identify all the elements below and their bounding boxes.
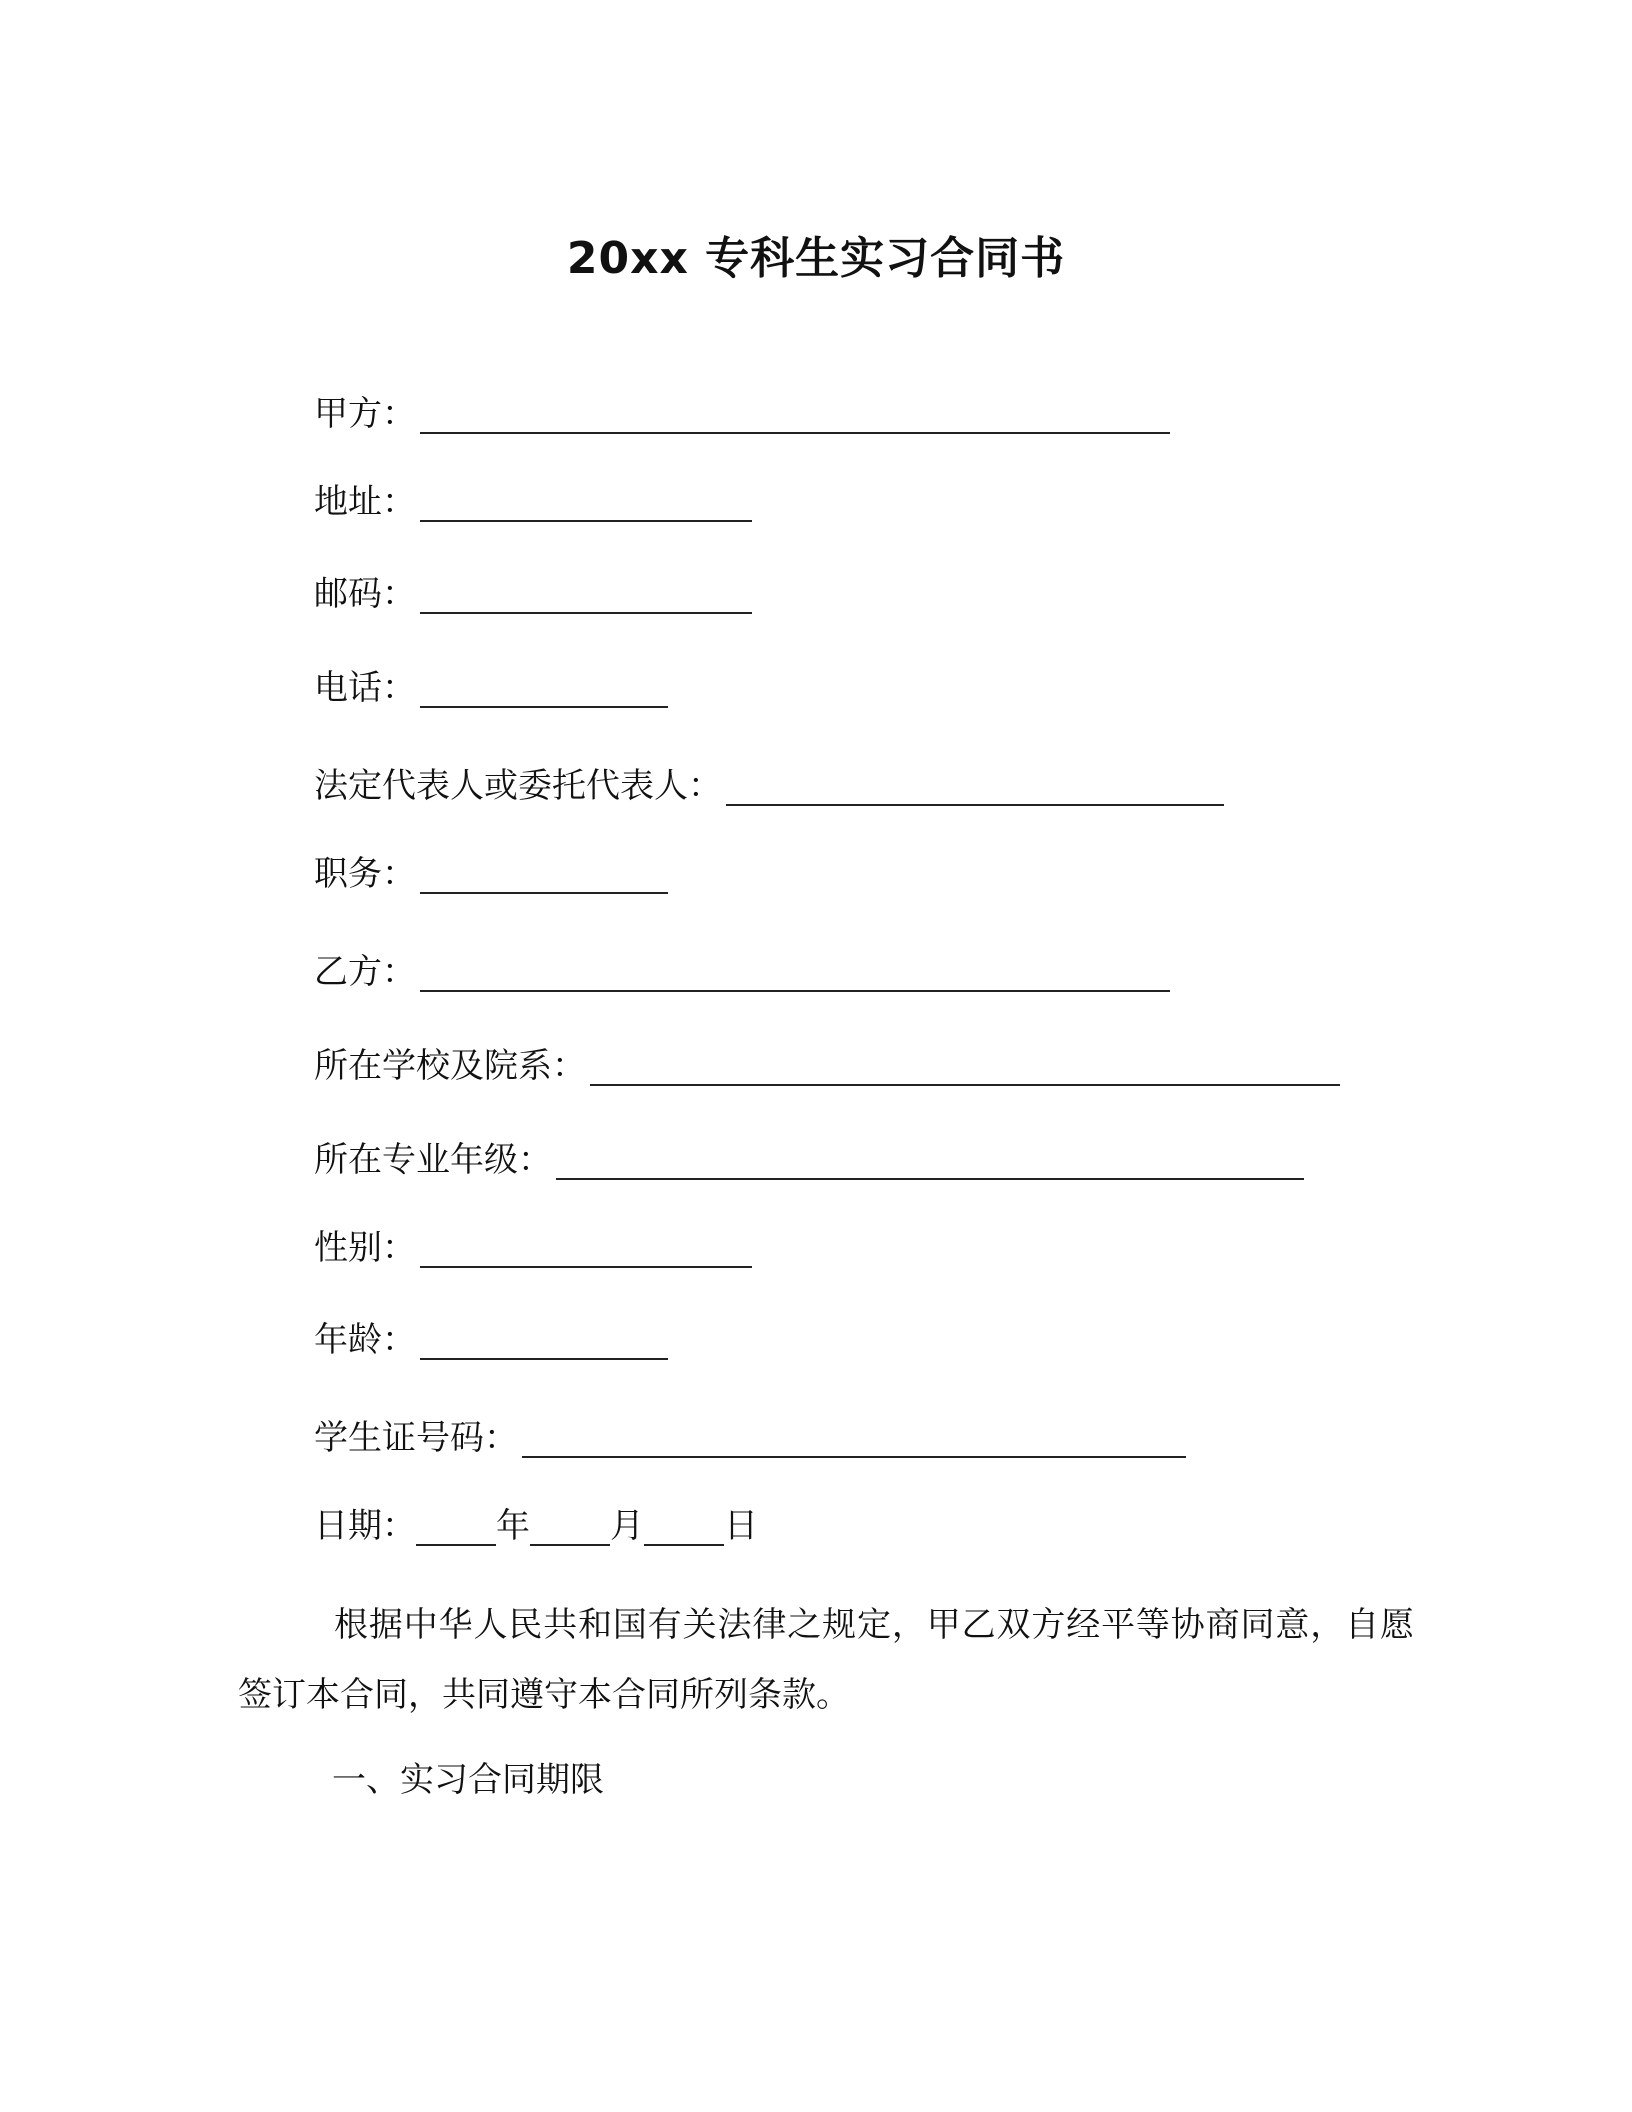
fill-in-line[interactable] bbox=[556, 1138, 1304, 1182]
field-label: 学生证号码： bbox=[314, 1418, 518, 1458]
field-postcode bbox=[314, 572, 752, 616]
field-label: 职务： bbox=[314, 854, 416, 894]
field-label: 性别： bbox=[314, 1228, 416, 1268]
field-phone bbox=[314, 666, 668, 710]
field-label: 邮码： bbox=[314, 574, 416, 614]
field-label: 甲方： bbox=[314, 394, 416, 434]
fill-in-line[interactable] bbox=[420, 852, 668, 896]
day-label: 日 bbox=[724, 1506, 758, 1546]
section-heading-1: 一、实习合同期限 bbox=[332, 1760, 604, 1800]
field-label: 所在学校及院系： bbox=[314, 1046, 586, 1086]
document-title: 20xx 专科生实习合同书 bbox=[566, 233, 1066, 284]
field-label: 乙方： bbox=[314, 952, 416, 992]
fill-in-line[interactable] bbox=[420, 480, 752, 524]
field-date bbox=[314, 1504, 758, 1548]
day-blank[interactable] bbox=[644, 1504, 724, 1548]
fill-in-line[interactable] bbox=[420, 392, 1170, 436]
field-address bbox=[314, 480, 752, 524]
field-age bbox=[314, 1318, 668, 1362]
fill-in-line[interactable] bbox=[420, 950, 1170, 994]
date-label: 日期： bbox=[314, 1506, 416, 1546]
field-gender bbox=[314, 1226, 752, 1270]
fill-in-line[interactable] bbox=[420, 1226, 752, 1270]
field-position bbox=[314, 852, 668, 896]
year-label: 年 bbox=[496, 1506, 530, 1546]
field-representative bbox=[314, 764, 1224, 808]
field-label: 法定代表人或委托代表人： bbox=[314, 766, 722, 806]
fill-in-line[interactable] bbox=[420, 572, 752, 616]
field-label: 所在专业年级： bbox=[314, 1140, 552, 1180]
fill-in-line[interactable] bbox=[522, 1416, 1186, 1460]
month-blank[interactable] bbox=[530, 1504, 610, 1548]
field-major-grade bbox=[314, 1138, 1304, 1182]
year-blank[interactable] bbox=[416, 1504, 496, 1548]
fill-in-line[interactable] bbox=[726, 764, 1224, 808]
field-label: 地址： bbox=[314, 482, 416, 522]
fill-in-line[interactable] bbox=[420, 1318, 668, 1362]
fill-in-line[interactable] bbox=[420, 666, 668, 710]
fill-in-line[interactable] bbox=[590, 1044, 1340, 1088]
month-label: 月 bbox=[610, 1506, 644, 1546]
intro-paragraph: 根据中华人民共和国有关法律之规定，甲乙双方经平等协商同意，自愿签订本合同，共同遵守本合同所列条款。 bbox=[238, 1605, 1414, 1715]
field-party-b bbox=[314, 950, 1170, 994]
field-party-a bbox=[314, 392, 1170, 436]
field-label: 电话： bbox=[314, 668, 416, 708]
field-label: 年龄： bbox=[314, 1320, 416, 1360]
field-student-id bbox=[314, 1416, 1186, 1460]
field-school bbox=[314, 1044, 1340, 1088]
